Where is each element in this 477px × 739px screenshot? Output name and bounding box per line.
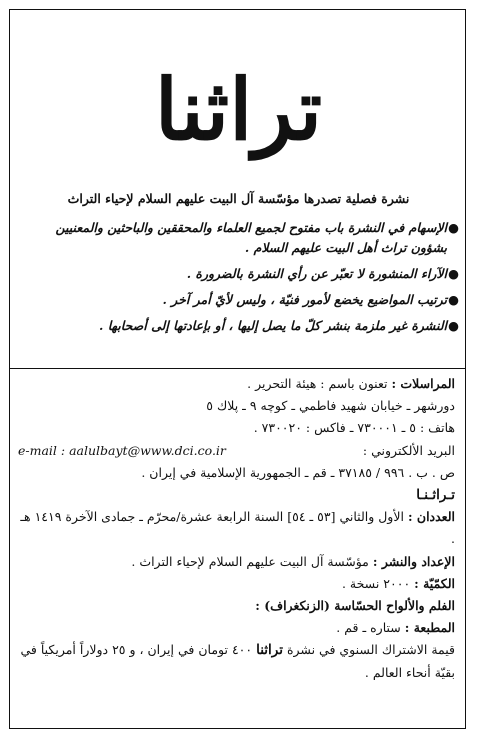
guidelines-list [18, 218, 459, 342]
subscription-row [18, 639, 455, 683]
guideline-item: ● الآراء المنشورة لا تعبّر عن رأي النشرة بالضرورة . [18, 264, 459, 284]
guideline-item: ● ترتيب المواضيع يخضع لأمور فنيّة ، وليس لأيّ أمر آخر . [18, 290, 459, 310]
quantity-text: ٢٠٠٠ نسخة . [341, 575, 411, 591]
press-row [18, 617, 455, 639]
email-row [18, 440, 455, 462]
subscription-text-b: ٤٠٠ تومان في إيران ، و ٢٥ دولاراً أمريكياً في بقيّة أنحاء العالم . [20, 642, 455, 680]
bullet-icon: ● [448, 220, 459, 235]
prep-text: مؤسّسة آل البيت عليهم السلام لإحياء التراث . [131, 553, 369, 569]
email-label: البريد الألكتروني : [362, 442, 455, 458]
pobox-row: ص . ب . ٩٩٦ / ٣٧١٨٥ ـ قم ـ الجمهورية الإسلامية في إيران . [141, 464, 455, 480]
quantity-row [18, 573, 455, 595]
publication-info [18, 373, 455, 684]
correspondence-label: المراسلات : [391, 376, 455, 391]
issues-text: الأول والثاني [٥٣ ـ ٥٤] السنة الرابعة عشرة/محرّم ـ جمادى الآخرة ١٤١٩ هـ . [20, 509, 455, 547]
section-divider [9, 368, 466, 369]
subscription-text-a: قيمة الاشتراك السنوي في نشرة [286, 642, 455, 658]
bullet-icon: ● [448, 266, 459, 281]
issues-row [18, 506, 455, 550]
address-row: دورشهر ـ خيابان شهيد فاطمي ـ كوچه ۹ ـ پلاك ٥ [206, 398, 455, 414]
issues-label: العددان : [407, 509, 455, 525]
subscription-brand: تراثنا [256, 642, 283, 659]
quantity-label: الكمّيّة : [414, 575, 455, 591]
correspondence-text: تعنون باسم : هيئة التحرير . [247, 376, 388, 391]
masthead-title: تراثنا [154, 60, 323, 159]
guideline-item: ● الإسهام في النشرة باب مفتوح لجميع العلماء والمحققين والباحثين والمعنيين بشؤون تراث أهل البيت عليهم السلام . [55, 220, 459, 255]
guideline-item: ● النشرة غير ملزمة بنشر كلّ ما يصل إليها ، أو بإعادتها إلى أصحابها . [18, 316, 459, 336]
press-text: ستاره ـ قم . [336, 620, 401, 636]
correspondence-row [18, 373, 455, 395]
prep-label: الإعداد والنشر : [372, 553, 455, 569]
bullet-icon: ● [448, 318, 459, 333]
masthead-subtitle: نشرة فصلية تصدرها مؤسّسة آل البيت عليهم السلام لإحياء التراث [67, 191, 410, 206]
phone-row: هاتف : ٥ ـ ٧٣٠٠٠١ ـ فاكس : ٧٣٠٠٢٠ . [253, 420, 455, 436]
plates-row: الفلم والألواح الحسّاسة (الزنكغراف) : [255, 598, 455, 614]
prep-row [18, 551, 455, 573]
press-label: المطبعة : [404, 620, 455, 636]
bullet-icon: ● [448, 292, 459, 307]
email-address[interactable]: e-mail : aalulbayt@www.dci.co.ir [18, 442, 226, 458]
brand-name: تـراثـنـا [416, 487, 455, 504]
